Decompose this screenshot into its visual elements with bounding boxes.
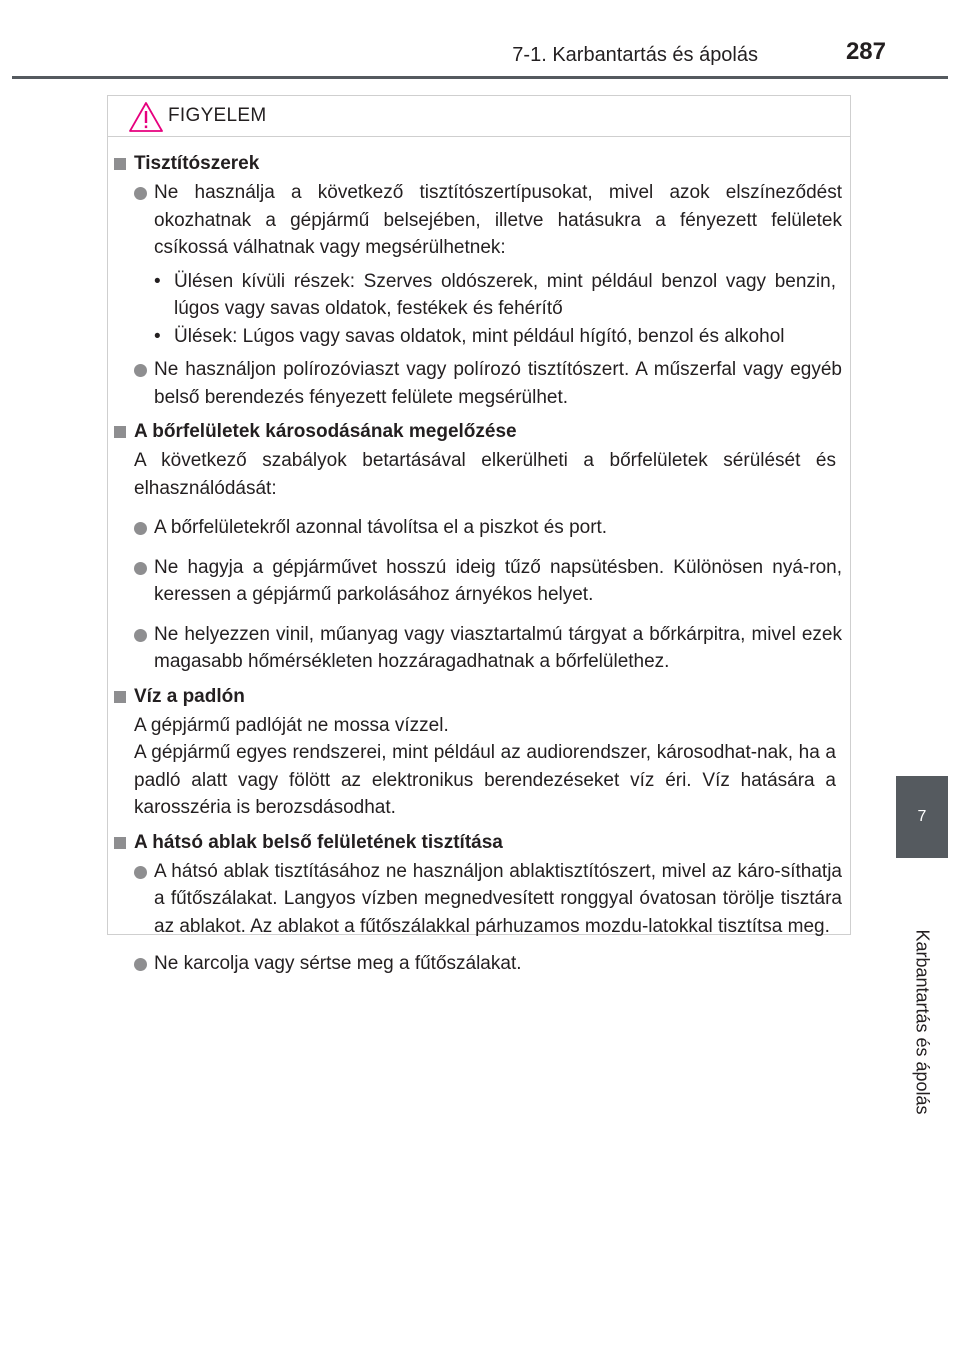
section-heading: Víz a padlón bbox=[108, 682, 850, 712]
list-item: A hátsó ablak tisztításához ne használjon ablaktisztítószert, mivel az káro-síthatja a fűtőszálakat. Langyos vízben megnedvesített ronggyal óvatosan törölje tisztára az ablakot. Az ablakot a fűtőszálakkal párhuzamos mozdu-latokkal tisztítsa meg. bbox=[108, 858, 850, 941]
chapter-number: 7 bbox=[917, 808, 927, 825]
dot-bullet-icon: • bbox=[154, 270, 161, 292]
page-number: 287 bbox=[845, 38, 886, 65]
round-bullet-icon bbox=[134, 522, 147, 535]
round-bullet-icon bbox=[134, 866, 147, 879]
chapter-side-label: Karbantartás és ápolás bbox=[912, 929, 933, 1115]
square-bullet-icon bbox=[114, 691, 126, 703]
header-rule bbox=[12, 76, 948, 79]
section-heading: Tisztítószerek bbox=[108, 149, 850, 179]
list-item: A bőrfelületekről azonnal távolítsa el a piszkot és port. bbox=[108, 514, 850, 542]
square-bullet-icon bbox=[114, 158, 126, 170]
round-bullet-icon bbox=[134, 562, 147, 575]
warning-header bbox=[108, 96, 850, 137]
square-bullet-icon bbox=[114, 426, 126, 438]
list-item: Ne használja a következő tisztítószertípusokat, mivel azok elszíneződést okozhatnak a gépjármű belsejében, illetve hatásukra a fényezett felületek csíkossá válhatnak vagy megsérülhetnek: bbox=[108, 179, 850, 262]
paragraph: A gépjármű padlóját ne mossa vízzel. bbox=[134, 714, 449, 736]
warning-title: FIGYELEM bbox=[168, 105, 267, 126]
section-intro: A következő szabályok betartásával elkerülheti a bőrfelületek sérülését és elhasználódását: bbox=[134, 450, 836, 499]
round-bullet-icon bbox=[134, 187, 147, 200]
dot-bullet-icon: • bbox=[154, 325, 161, 347]
square-bullet-icon bbox=[114, 837, 126, 849]
list-item: Ne karcolja vagy sértse meg a fűtőszálakat. bbox=[108, 950, 850, 978]
section-heading: A bőrfelületek károsodásának megelőzése bbox=[108, 417, 850, 447]
round-bullet-icon bbox=[134, 629, 147, 642]
warning-triangle-icon bbox=[128, 101, 164, 133]
list-item: Ne hagyja a gépjárművet hosszú ideig tűző napsütésben. Különösen nyá-ron, keressen a gépjármű parkolásához árnyékos helyet. bbox=[108, 554, 850, 609]
warning-content bbox=[108, 149, 850, 984]
warning-box bbox=[107, 95, 851, 974]
list-item: Ne helyezzen vinil, műanyag vagy viasztartalmú tárgyat a bőrkárpitra, mivel ezek magasabb hőmérsékleten hozzáragadhatnak a bőrfelülethez. bbox=[108, 621, 850, 676]
section-heading: A hátsó ablak belső felületének tisztítása bbox=[108, 828, 850, 858]
list-item: Ne használjon polírozóviaszt vagy polírozó tisztítószert. A műszerfal vagy egyéb belső berendezés fényezett felülete megsérülhet. bbox=[108, 356, 850, 411]
sub-list-item: • Ülések: Lúgos vagy savas oldatok, mint például hígító, benzol és alkohol bbox=[108, 323, 850, 351]
round-bullet-icon bbox=[134, 364, 147, 377]
paragraph: A gépjármű egyes rendszerei, mint például az audiorendszer, károsodhat-nak, ha a padló alatt vagy fölött az elektronikus berendezéseket víz éri. Víz hatására a karosszéria is berozsdásodhat. bbox=[134, 742, 836, 818]
chapter-tab bbox=[896, 776, 948, 858]
sub-list-item: • Ülésen kívüli részek: Szerves oldószerek, mint például benzol vagy benzin, lúgos vagy savas oldatok, festékek és fehérítő bbox=[108, 268, 850, 323]
round-bullet-icon bbox=[134, 958, 147, 971]
running-header-section: 7-1. Karbantartás és ápolás bbox=[512, 44, 758, 66]
